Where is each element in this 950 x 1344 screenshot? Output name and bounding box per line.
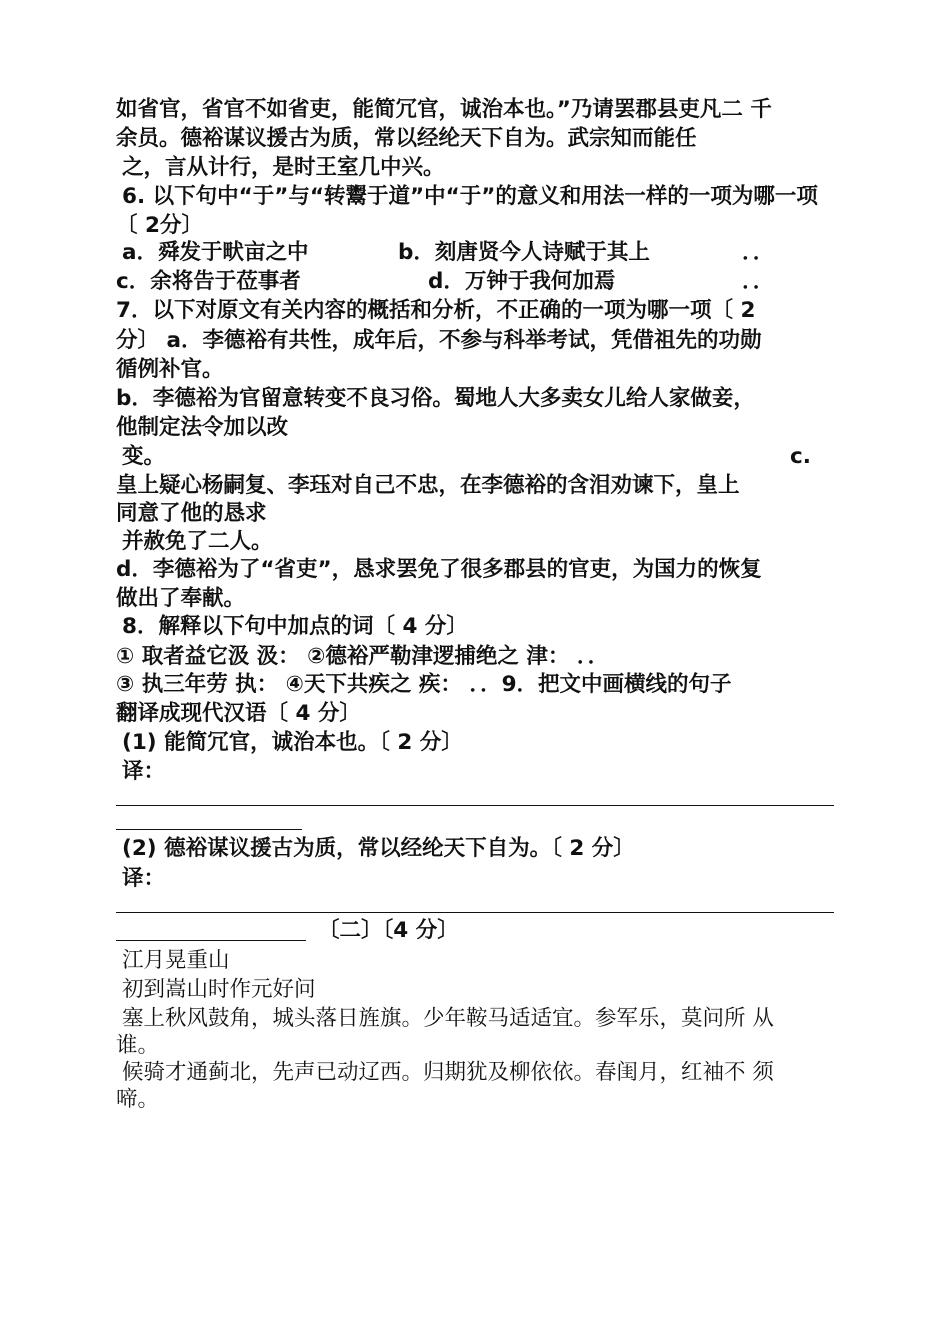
translation-label: 译： bbox=[122, 866, 166, 891]
poem-title: 江月晃重山 bbox=[122, 948, 230, 973]
passage-line-2: 余员。德裕谋议援古为质，常以经纶天下自为。武宗知而能任 bbox=[116, 126, 697, 151]
question-7-option-d-line-1: d．李德裕为了“省吏”，恳求罢免了很多郡县的官吏，为国力的恢复 bbox=[116, 557, 762, 582]
question-7-option-c-line-1: 皇上疑心杨嗣复、李珏对自己不忠，在李德裕的含泪劝谏下，皇上 bbox=[116, 473, 740, 498]
question-7-option-c-line-3: 并赦免了二人。 bbox=[122, 529, 273, 554]
question-6-stem: 6. 以下句中“于”与“转鬻于道”中“于”的意义和用法一样的一项为哪一项 bbox=[122, 184, 818, 209]
emphasis-dots: ．． bbox=[742, 240, 775, 265]
question-8-row-2: ③ 执三年劳 执： ④天下共疾之 疾： ．．9．把文中画横线的句子 bbox=[116, 672, 732, 697]
question-6-option-c: c．余将告于莅事者 bbox=[116, 269, 301, 294]
question-9-sentence-2: (2) 德裕谋议援古为质，常以经纶天下自为。〔 2 分〕 bbox=[122, 836, 635, 861]
poem-line-1: 塞上秋风鼓角，城头落日旌旗。少年鞍马适适宜。参军乐，莫问所 从 bbox=[122, 1006, 774, 1031]
passage-line-3: 之，言从计行，是时王室几中兴。 bbox=[122, 155, 445, 180]
question-8-stem: 8．解释以下句中加点的词〔 4 分〕 bbox=[122, 614, 468, 639]
poem-line-3: 候骑才通蓟北，先声已动辽西。归期犹及柳依依。春闺月，红袖不 须 bbox=[122, 1060, 774, 1085]
question-7-option-b-line-2: 他制定法令加以改 bbox=[116, 415, 289, 440]
question-7-line-3: 循例补官。 bbox=[116, 357, 224, 382]
question-6-option-b: b．刻唐贤今人诗赋于其上 bbox=[398, 240, 650, 265]
question-7-option-c-label: c. bbox=[790, 444, 811, 469]
question-7-option-c-line-2: 同意了他的恳求 bbox=[116, 501, 267, 526]
poem-line-4: 啼。 bbox=[116, 1087, 160, 1112]
question-7-line-1: 7．以下对原文有关内容的概括和分析，不正确的一项为哪一项〔 2 bbox=[116, 298, 756, 323]
question-9-sentence-1: (1) 能简冗官，诚治本也。〔 2 分〕 bbox=[122, 730, 463, 755]
answer-line bbox=[116, 805, 834, 806]
question-7-line-2: 分〕 a．李德裕有共性，成年后，不参与科举考试，凭借祖先的功勋 bbox=[116, 328, 762, 353]
question-8-row-1: ① 取者益它汲 汲： ②德裕严勒津逻捕绝之 津： ．． bbox=[116, 644, 610, 669]
answer-line bbox=[116, 940, 306, 941]
question-6-option-d: d．万钟于我何加焉 bbox=[428, 269, 616, 294]
emphasis-dots: ．． bbox=[742, 269, 775, 294]
question-6-score: 〔 2分〕 bbox=[116, 213, 203, 238]
answer-line bbox=[116, 912, 834, 913]
question-7-option-b-line-3: 变。 bbox=[122, 444, 166, 469]
section-two-heading: 〔二〕〔4 分〕 bbox=[318, 918, 459, 943]
translation-label: 译： bbox=[122, 759, 166, 784]
poem-line-2: 谁。 bbox=[116, 1033, 160, 1058]
question-7-option-b-line-1: b．李德裕为官留意转变不良习俗。蜀地人大多卖女儿给人家做妾， bbox=[116, 386, 755, 411]
answer-line bbox=[116, 829, 302, 830]
poem-subtitle: 初到嵩山时作元好问 bbox=[122, 977, 316, 1002]
question-9-stem: 翻译成现代汉语〔 4 分〕 bbox=[116, 701, 361, 726]
passage-line-1: 如省官，省官不如省吏，能简冗官，诚治本也。”乃请罢郡县吏凡二 千 bbox=[116, 97, 772, 122]
question-7-option-d-line-2: 做出了奉献。 bbox=[116, 586, 246, 611]
question-6-option-a: a．舜发于畎亩之中 bbox=[122, 240, 309, 265]
